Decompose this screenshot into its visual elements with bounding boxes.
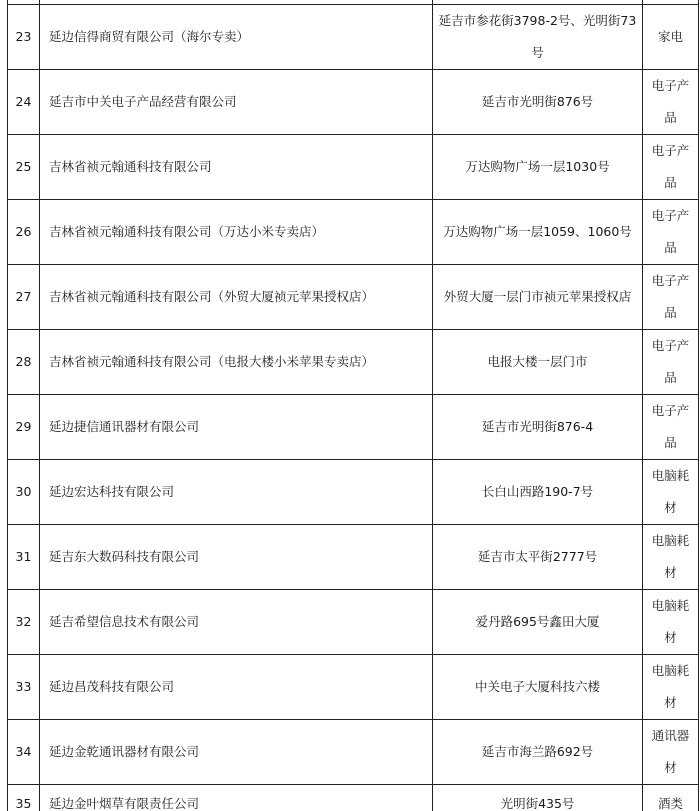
table-row bbox=[8, 70, 699, 135]
table-row bbox=[8, 590, 699, 655]
product-category: 电子产品 bbox=[643, 200, 699, 265]
table-row bbox=[8, 200, 699, 265]
company-address: 延吉市光明街876号 bbox=[433, 70, 643, 135]
table-row bbox=[8, 655, 699, 720]
company-address: 光明街435号 bbox=[433, 785, 643, 811]
row-number: 32 bbox=[8, 590, 40, 655]
table-row bbox=[8, 5, 699, 70]
row-number: 33 bbox=[8, 655, 40, 720]
table-row bbox=[8, 135, 699, 200]
row-number: 24 bbox=[8, 70, 40, 135]
company-address: 万达购物广场一层1030号 bbox=[433, 135, 643, 200]
company-name: 吉林省祯元翰通科技有限公司 bbox=[40, 135, 433, 200]
company-name: 延边信得商贸有限公司（海尔专卖） bbox=[40, 5, 433, 70]
row-number: 27 bbox=[8, 265, 40, 330]
product-category: 电脑耗材 bbox=[643, 655, 699, 720]
company-address: 电报大楼一层门市 bbox=[433, 330, 643, 395]
company-address: 延吉市光明街876-4 bbox=[433, 395, 643, 460]
table-row bbox=[8, 525, 699, 590]
company-name: 延边捷信通讯器材有限公司 bbox=[40, 395, 433, 460]
product-category: 电子产品 bbox=[643, 330, 699, 395]
company-name: 延边昌茂科技有限公司 bbox=[40, 655, 433, 720]
company-name: 延边金乾通讯器材有限公司 bbox=[40, 720, 433, 785]
product-category: 电子产品 bbox=[643, 395, 699, 460]
row-number: 31 bbox=[8, 525, 40, 590]
table-row bbox=[8, 720, 699, 785]
row-number: 26 bbox=[8, 200, 40, 265]
table-row bbox=[8, 460, 699, 525]
table-row bbox=[8, 785, 699, 811]
merchant-table bbox=[7, 0, 699, 811]
row-number: 35 bbox=[8, 785, 40, 811]
company-address: 爱丹路695号鑫田大厦 bbox=[433, 590, 643, 655]
company-address: 延吉市参花街3798-2号、光明街73号 bbox=[433, 5, 643, 70]
company-name: 吉林省祯元翰通科技有限公司（外贸大厦祯元苹果授权店） bbox=[40, 265, 433, 330]
company-address: 外贸大厦一层门市祯元苹果授权店 bbox=[433, 265, 643, 330]
company-name: 吉林省祯元翰通科技有限公司（万达小米专卖店） bbox=[40, 200, 433, 265]
table-row bbox=[8, 395, 699, 460]
product-category: 电脑耗材 bbox=[643, 525, 699, 590]
product-category: 电脑耗材 bbox=[643, 590, 699, 655]
company-address: 中关电子大厦科技六楼 bbox=[433, 655, 643, 720]
company-address: 万达购物广场一层1059、1060号 bbox=[433, 200, 643, 265]
product-category: 酒类 bbox=[643, 785, 699, 811]
company-address: 长白山西路190-7号 bbox=[433, 460, 643, 525]
row-number: 30 bbox=[8, 460, 40, 525]
row-number: 25 bbox=[8, 135, 40, 200]
product-category: 电子产品 bbox=[643, 135, 699, 200]
company-address: 延吉市太平街2777号 bbox=[433, 525, 643, 590]
product-category: 家电 bbox=[643, 5, 699, 70]
company-name: 延边宏达科技有限公司 bbox=[40, 460, 433, 525]
table-row bbox=[8, 330, 699, 395]
row-number: 29 bbox=[8, 395, 40, 460]
product-category: 电子产品 bbox=[643, 265, 699, 330]
company-name: 延吉市中关电子产品经营有限公司 bbox=[40, 70, 433, 135]
product-category: 通讯器材 bbox=[643, 720, 699, 785]
company-address: 延吉市海兰路692号 bbox=[433, 720, 643, 785]
company-name: 吉林省祯元翰通科技有限公司（电报大楼小米苹果专卖店） bbox=[40, 330, 433, 395]
row-number: 28 bbox=[8, 330, 40, 395]
row-number: 23 bbox=[8, 5, 40, 70]
product-category: 电子产品 bbox=[643, 70, 699, 135]
company-name: 延吉东大数码科技有限公司 bbox=[40, 525, 433, 590]
table-row bbox=[8, 265, 699, 330]
company-name: 延吉希望信息技术有限公司 bbox=[40, 590, 433, 655]
product-category: 电脑耗材 bbox=[643, 460, 699, 525]
row-number: 34 bbox=[8, 720, 40, 785]
company-name: 延边金叶烟草有限责任公司 bbox=[40, 785, 433, 811]
